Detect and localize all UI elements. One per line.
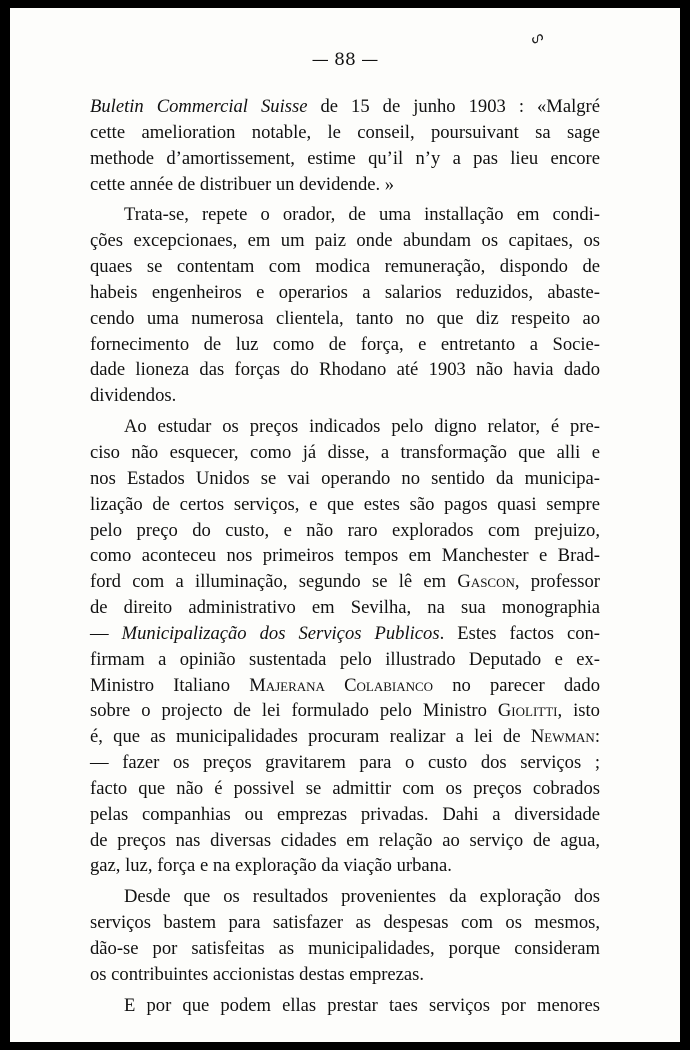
text-line: sobre o projecto de lei formulado pelo Ministro Giolitti, isto — [90, 700, 600, 722]
text-line: dade lioneza das forças do Rhodano até 1903 não havia dado — [90, 359, 600, 381]
text-line: facto que não é possivel se admittir com os preços cobrados — [90, 777, 600, 799]
text-line: serviços bastem para satisfazer as despesas com os mesmos, — [90, 912, 600, 934]
author-name: Majerana Colabianco — [249, 674, 434, 696]
text-line: Desde que os resultados provenientes da exploração dos — [124, 886, 600, 908]
text-line: pelo preço do custo, e não raro explorados com prejuizo, — [90, 519, 600, 541]
text-line: — fazer os preços gravitarem para o custo dos serviços ; — [90, 752, 600, 774]
text-line: pelas companhias ou emprezas privadas. Dahi a diversidade — [90, 803, 600, 825]
text-line: de preços nas diversas cidades em relação ao serviço de agua, — [90, 829, 600, 851]
text-line: de direito administrativo em Sevilha, na sua monographia — [90, 597, 600, 619]
text-line: é, que as municipalidades procuram realizar a lei de Newman: — [90, 726, 600, 748]
text-line: dão-se por satisfeitas as municipalidades, porque consideram — [90, 938, 600, 959]
text-line: ford com a illuminação, segundo se lê em Gascon, professor — [90, 571, 600, 593]
text-line: fornecimento de luz como de força, e entretanto a Socie- — [90, 333, 600, 355]
text-line: lização de certos serviços, e que estes são pagos quasi sempre — [90, 493, 600, 515]
text-line: cette année de distribuer un devidende. » — [90, 173, 395, 195]
text-line: ções excepcionaes, em um paiz onde abundam os capitaes, os — [90, 230, 600, 252]
text-line: como aconteceu nos primeiros tempos em Manchester e Brad- — [90, 545, 600, 567]
text-line: Ministro Italiano Majerana Colabianco no parecer dado — [90, 674, 601, 696]
document-page — [10, 8, 680, 1042]
text-line: E por que podem ellas prestar taes serviços por menores — [124, 994, 600, 1016]
text-line: quaes se contentam com modica remuneração, dispondo de — [90, 256, 600, 278]
text-line: — Municipalização dos Serviços Publicos. Estes factos con- — [90, 622, 600, 644]
author-name: Giolitti — [497, 700, 558, 722]
italic-title: Municipalização dos Serviços Publicos — [121, 622, 440, 644]
text-line: dividendos. — [90, 385, 177, 407]
text-line: firmam a opinião sustentada pelo illustrado Deputado e ex- — [90, 648, 600, 670]
corner-mark: ᔕ — [528, 28, 547, 48]
page-number: — 88 — — [311, 50, 379, 70]
text-line: nos Estados Unidos se vai operando no sentido da municipa- — [90, 467, 600, 489]
text-line: cendo uma numerosa clientela, tanto no que diz respeito ao — [90, 307, 600, 329]
author-name: Gascon — [457, 571, 515, 593]
text-line: habeis engenheiros e operarios a salarios reduzidos, abaste- — [90, 281, 600, 303]
text-line: Ao estudar os preços indicados pelo digno relator, é pre- — [124, 416, 600, 438]
italic-title: Buletin Commercial Suisse — [90, 96, 308, 117]
text-line: cette amelioration notable, le conseil, poursuivant sa sage — [90, 121, 600, 143]
text-line: gaz, luz, força e na exploração da viação urbana. — [90, 855, 452, 877]
text-line: Trata-se, repete o orador, de uma installação em condi- — [124, 204, 600, 226]
text-line: ciso não esquecer, como já disse, a transformação que alli e — [90, 441, 600, 463]
body-text — [90, 94, 600, 1019]
text-line: methode d’amortissement, estime qu’il n’y a pas lieu encore — [90, 147, 600, 169]
author-name: Newman — [530, 726, 595, 748]
text-line: Buletin Commercial Suisse de 15 de junho 1903 : «Malgré — [90, 96, 600, 117]
text-line: os contribuintes accionistas destas emprezas. — [90, 963, 425, 985]
